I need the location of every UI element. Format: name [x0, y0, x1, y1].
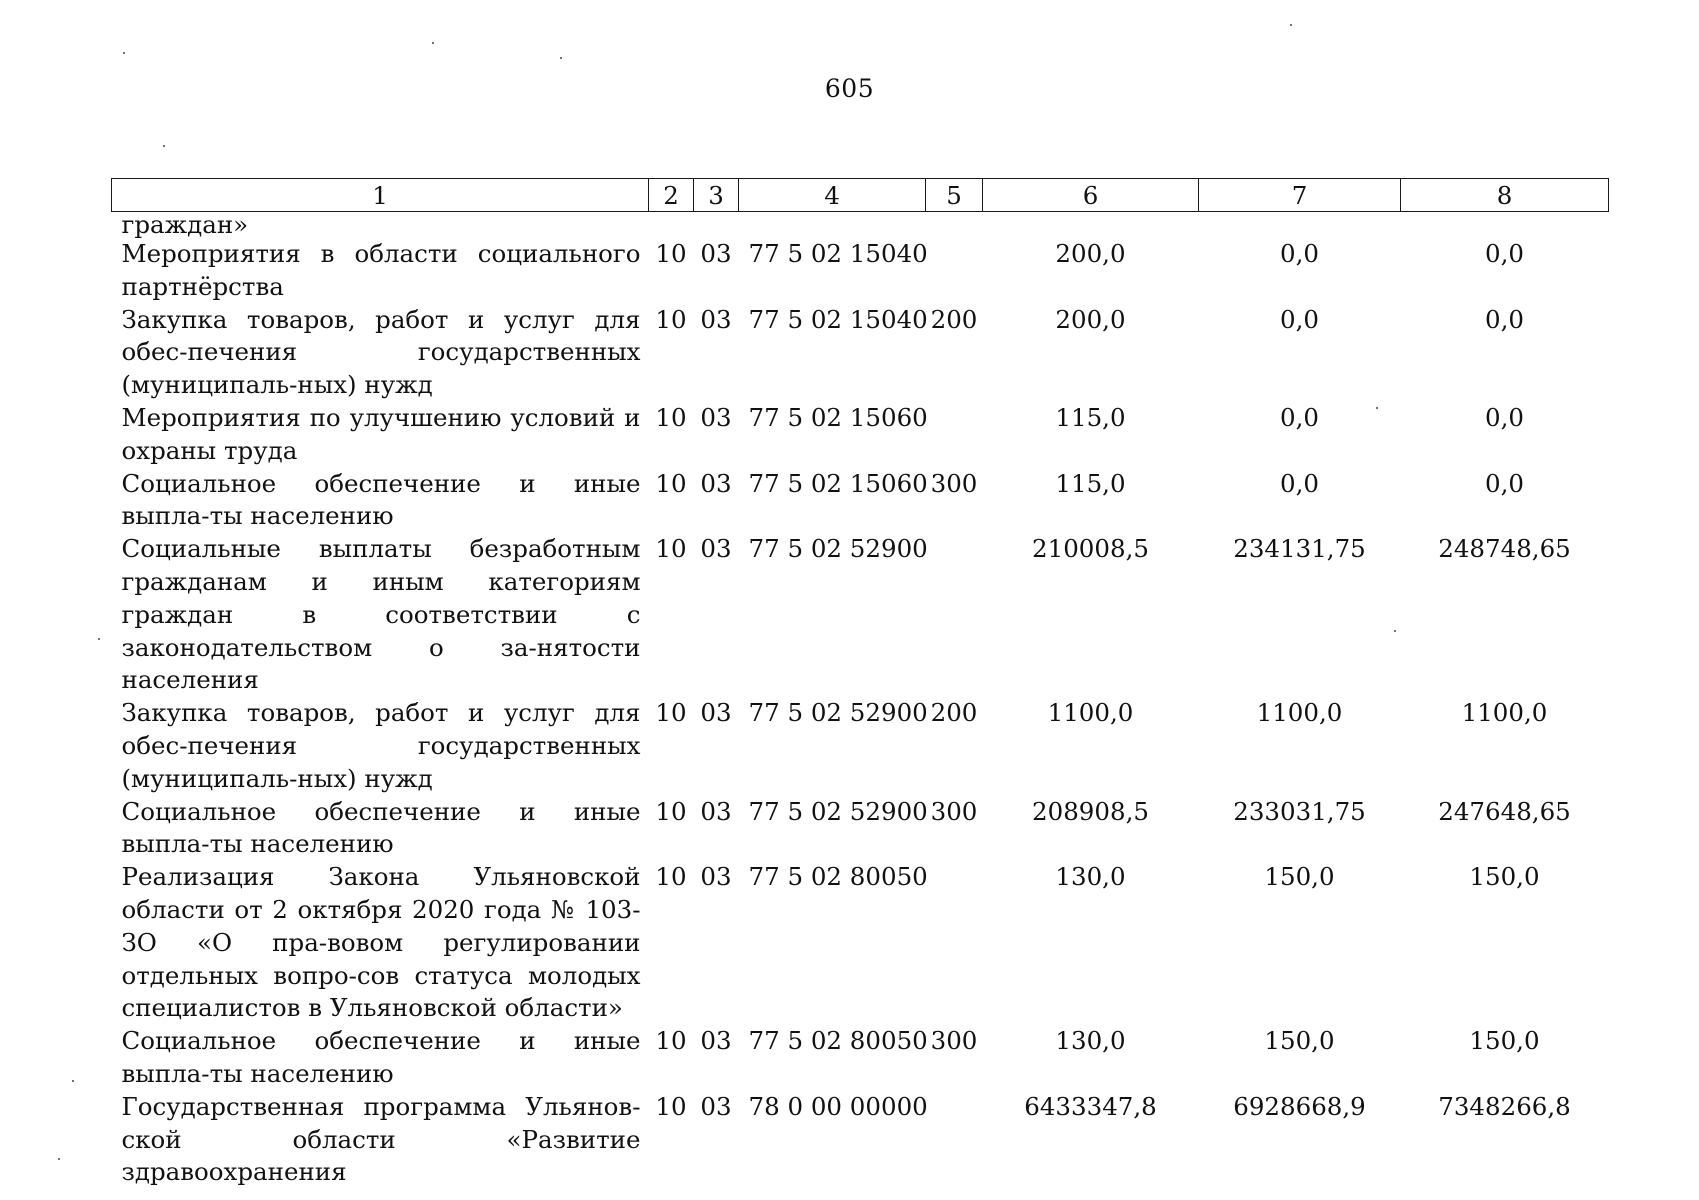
- continuation-row: [112, 212, 1609, 239]
- row-col-7: 6928668,9: [1233, 1091, 1366, 1121]
- row-col-5: [926, 533, 983, 697]
- row-col-3: 03: [700, 402, 732, 432]
- scan-speck: [560, 57, 562, 59]
- row-col-2: 10: [655, 304, 687, 334]
- row-name: Социальное обеспечение и иные выпла-ты населению: [121, 468, 641, 531]
- header-col-1: 1: [112, 179, 649, 212]
- row-name: Государственная программа Ульянов-ской области «Развитие здравоохранения: [121, 1091, 641, 1187]
- row-name: Закупка товаров, работ и услуг для обес-печения государственных (муниципаль-ных) нужд: [121, 304, 641, 400]
- row-col-3: 03: [700, 1026, 732, 1056]
- scan-speck: [1376, 407, 1378, 409]
- table-row: [112, 1091, 1609, 1189]
- row-col-3: 03: [700, 534, 732, 564]
- row-col-7: 150,0: [1264, 1026, 1335, 1056]
- row-col-8: 0,0: [1485, 239, 1524, 268]
- row-col-3: 03: [700, 239, 732, 268]
- scan-speck: [98, 638, 100, 640]
- row-col-4: 77 5 02 80050: [748, 862, 928, 892]
- row-col-8: 247648,65: [1438, 796, 1571, 826]
- row-col-3: 03: [700, 468, 732, 498]
- scan-speck: [1290, 24, 1292, 26]
- row-col-6: 130,0: [1055, 1026, 1126, 1056]
- row-col-8: 0,0: [1485, 402, 1524, 432]
- table-row: [112, 861, 1609, 1025]
- table-body: [112, 212, 1609, 1190]
- row-col-4: 77 5 02 15040: [748, 304, 928, 334]
- row-name: Социальное обеспечение и иные выпла-ты населению: [121, 796, 641, 859]
- row-col-5: 300: [930, 1026, 978, 1056]
- row-col-7: 0,0: [1280, 468, 1319, 498]
- row-col-6: 200,0: [1055, 304, 1126, 334]
- scan-speck: [1394, 630, 1396, 632]
- row-col-8: 248748,65: [1438, 534, 1571, 564]
- row-col-8: 0,0: [1485, 304, 1524, 334]
- header-col-4: 4: [739, 179, 926, 212]
- row-col-7: 0,0: [1280, 239, 1319, 268]
- row-col-5: [926, 861, 983, 1025]
- row-col-3: 03: [700, 1091, 732, 1121]
- continuation-text: граждан»: [121, 210, 249, 239]
- row-col-7: 0,0: [1280, 402, 1319, 432]
- row-col-4: 77 5 02 15040: [748, 239, 928, 268]
- page-number: 605: [824, 74, 875, 103]
- row-col-7: 1100,0: [1256, 698, 1343, 728]
- row-col-2: 10: [655, 1091, 687, 1121]
- table-row: [112, 402, 1609, 468]
- header-col-6: 6: [983, 179, 1199, 212]
- header-col-5: 5: [926, 179, 983, 212]
- budget-table: [111, 178, 1609, 1189]
- row-col-2: 10: [655, 698, 687, 728]
- table-row: [112, 697, 1609, 795]
- row-name: Мероприятия по улучшению условий и охраны труда: [121, 402, 641, 465]
- row-col-6: 200,0: [1055, 239, 1126, 268]
- header-col-3: 3: [694, 179, 739, 212]
- row-col-8: 1100,0: [1461, 698, 1548, 728]
- row-col-5: [926, 1091, 983, 1189]
- row-col-2: 10: [655, 1026, 687, 1056]
- scan-speck: [72, 1080, 74, 1082]
- scan-speck: [163, 145, 165, 147]
- row-col-3: 03: [700, 796, 732, 826]
- row-col-4: 77 5 02 52900: [748, 698, 928, 728]
- row-col-3: 03: [700, 304, 732, 334]
- row-col-7: 150,0: [1264, 862, 1335, 892]
- table-row: [112, 238, 1609, 304]
- scan-speck: [432, 42, 434, 44]
- table-row: [112, 304, 1609, 402]
- header-row: [112, 179, 1609, 212]
- row-col-8: 150,0: [1469, 1026, 1540, 1056]
- table-row: [112, 533, 1609, 697]
- header-col-2: 2: [649, 179, 694, 212]
- row-col-8: 7348266,8: [1438, 1091, 1571, 1121]
- row-col-2: 10: [655, 534, 687, 564]
- row-col-3: 03: [700, 698, 732, 728]
- row-col-5: 300: [930, 468, 978, 498]
- row-col-8: 0,0: [1485, 468, 1524, 498]
- row-col-6: 210008,5: [1032, 534, 1149, 564]
- row-name: Социальные выплаты безработным гражданам и иным категориям граждан в соответствии с законодательством о за-нятости населения: [121, 534, 641, 695]
- row-col-2: 10: [655, 402, 687, 432]
- row-col-6: 208908,5: [1032, 796, 1149, 826]
- row-col-8: 150,0: [1469, 862, 1540, 892]
- row-col-4: 77 5 02 15060: [748, 468, 928, 498]
- row-col-5: [926, 402, 983, 468]
- header-col-8: 8: [1401, 179, 1609, 212]
- table-row: [112, 796, 1609, 862]
- row-col-4: 77 5 02 80050: [748, 1026, 928, 1056]
- row-col-6: 115,0: [1055, 402, 1126, 432]
- row-col-5: [926, 238, 983, 304]
- row-col-7: 233031,75: [1233, 796, 1366, 826]
- row-col-6: 6433347,8: [1024, 1091, 1157, 1121]
- row-col-7: 0,0: [1280, 304, 1319, 334]
- row-col-4: 78 0 00 00000: [748, 1091, 928, 1121]
- scan-speck: [123, 52, 125, 54]
- row-col-4: 77 5 02 52900: [748, 534, 928, 564]
- row-col-2: 10: [655, 796, 687, 826]
- row-col-6: 115,0: [1055, 468, 1126, 498]
- table-row: [112, 468, 1609, 534]
- table-header: [112, 179, 1609, 212]
- row-name: Социальное обеспечение и иные выпла-ты населению: [121, 1026, 641, 1088]
- header-col-7: 7: [1199, 179, 1401, 212]
- row-col-6: 130,0: [1055, 862, 1126, 892]
- row-name: Реализация Закона Ульяновской области от 2 октября 2020 года № 103-ЗО «О пра-вовом регулировании отдельных вопро-сов статуса молодых специалистов в Ульяновской области»: [121, 862, 641, 1023]
- row-name: Мероприятия в области социального партнёрства: [121, 239, 641, 301]
- row-col-5: 200: [930, 304, 978, 334]
- row-col-5: 200: [930, 698, 978, 728]
- row-col-7: 234131,75: [1233, 534, 1366, 564]
- row-col-2: 10: [655, 239, 687, 268]
- row-col-2: 10: [655, 468, 687, 498]
- row-col-4: 77 5 02 15060: [748, 402, 928, 432]
- row-col-4: 77 5 02 52900: [748, 796, 928, 826]
- row-col-6: 1100,0: [1047, 698, 1134, 728]
- row-col-2: 10: [655, 862, 687, 892]
- table-row: [112, 1025, 1609, 1091]
- row-name: Закупка товаров, работ и услуг для обес-печения государственных (муниципаль-ных) нужд: [121, 698, 641, 793]
- row-col-5: 300: [930, 796, 978, 826]
- row-col-3: 03: [700, 862, 732, 892]
- scan-speck: [58, 1158, 60, 1160]
